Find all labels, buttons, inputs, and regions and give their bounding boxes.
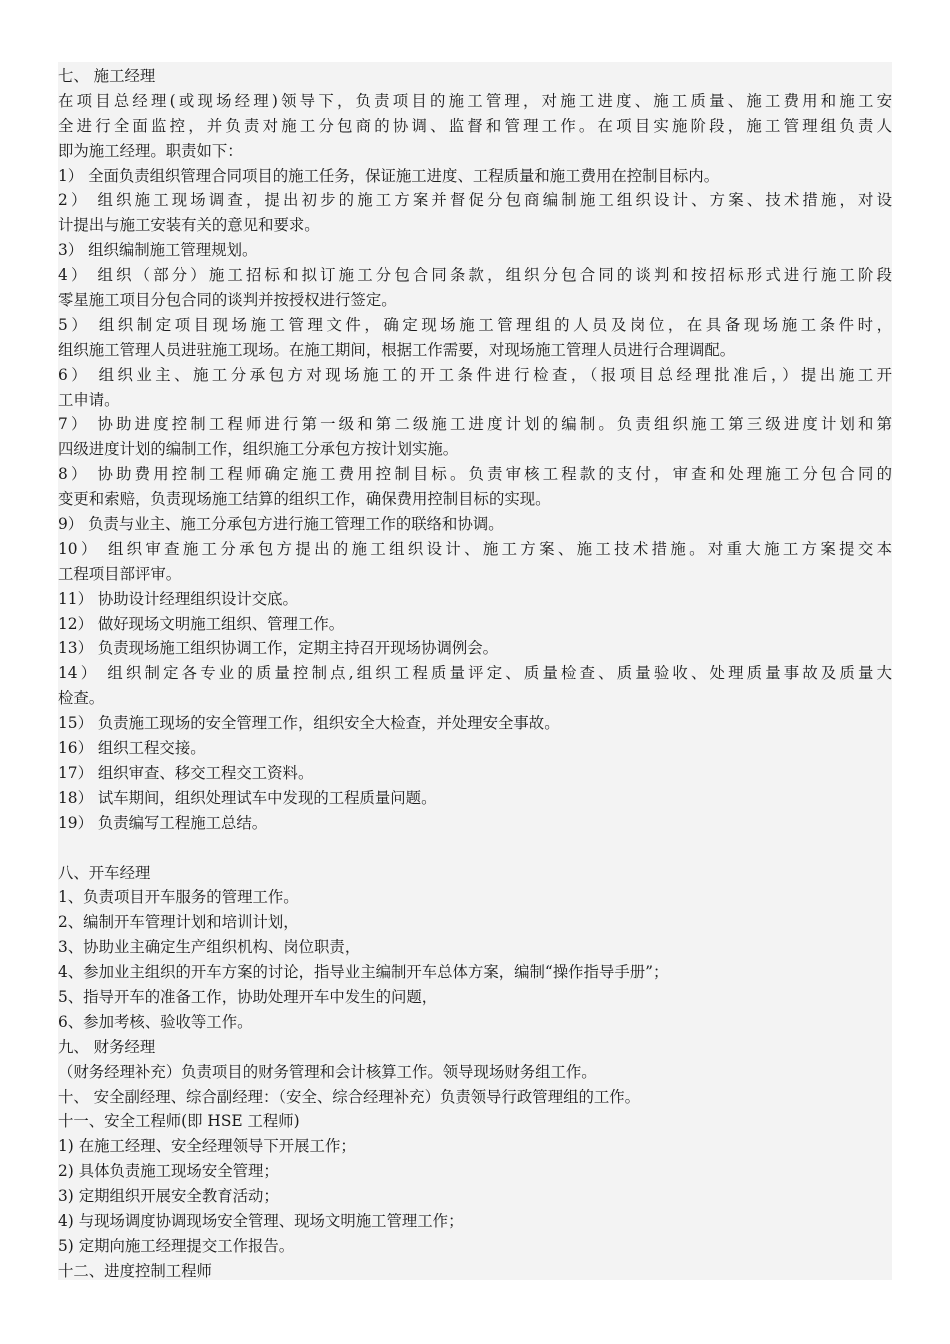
section-7-intro-line: 在项目总经理(或现场经理)领导下，负责项目的施工管理，对施工进度、施工质量、施工费用和施工安 <box>58 91 892 110</box>
list-item: 7） 协助进度控制工程师进行第一级和第二级施工进度计划的编制。负责组织施工第三级进度计划和第 <box>58 415 892 434</box>
section-7-intro-line: 即为施工经理。职责如下： <box>58 141 243 160</box>
list-item-continuation: 四级进度计划的编制工作，组织施工分承包方按计划实施。 <box>58 440 459 459</box>
list-item: 2） 组织施工现场调查，提出初步的施工方案并督促分包商编制施工组织设计、方案、技术措施，对设 <box>58 191 892 210</box>
section-7-intro-line: 全进行全面监控，并负责对施工分包商的协调、监督和管理工作。在项目实施阶段，施工管理组负责人 <box>58 116 892 135</box>
list-item-continuation: 工程项目部评审。 <box>58 564 182 583</box>
list-item: 15） 负责施工现场的安全管理工作，组织安全大检查，并处理安全事故。 <box>58 714 560 733</box>
list-item: 17） 组织审查、移交工程交工资料。 <box>58 763 314 782</box>
list-item: 6、参加考核、验收等工作。 <box>58 1012 253 1031</box>
list-item: 4） 组织（部分）施工招标和拟订施工分包合同条款，组织分包合同的谈判和按招标形式进行施工阶段 <box>58 266 892 285</box>
list-item: 12） 做好现场文明施工组织、管理工作。 <box>58 614 345 633</box>
list-item: 4) 与现场调度协调现场安全管理、现场文明施工管理工作； <box>58 1211 464 1230</box>
list-item-continuation: 零星施工项目分包合同的谈判并按授权进行签定。 <box>58 291 397 310</box>
list-item: 3） 组织编制施工管理规划。 <box>58 241 258 260</box>
list-item: 11） 协助设计经理组织设计交底。 <box>58 589 298 608</box>
list-item: 8） 协助费用控制工程师确定施工费用控制目标。负责审核工程款的支付，审查和处理施工分包合同的 <box>58 465 892 484</box>
list-item-continuation: 检查。 <box>58 689 105 708</box>
list-item: 1) 在施工经理、安全经理领导下开展工作； <box>58 1137 356 1156</box>
list-item: 18） 试车期间，组织处理试车中发现的工程质量问题。 <box>58 788 437 807</box>
section-8-heading: 八、开车经理 <box>58 863 151 882</box>
list-item: 2) 具体负责施工现场安全管理； <box>58 1162 279 1181</box>
section-7-heading: 七、 施工经理 <box>58 67 156 85</box>
list-item: 10） 组织审查施工分承包方提出的施工组织设计、施工方案、施工技术措施。对重大施工方案提交本 <box>58 539 892 558</box>
section-11-heading: 十一、安全工程师(即 HSE 工程师) <box>58 1112 300 1131</box>
list-item: 1） 全面负责组织管理合同项目的施工任务，保证施工进度、工程质量和施工费用在控制目标内。 <box>58 166 720 185</box>
list-item: 1、负责项目开车服务的管理工作。 <box>58 888 299 907</box>
section-12-heading: 十二、进度控制工程师 <box>58 1261 212 1280</box>
section-10-text: 十、 安全副经理、综合副经理：（安全、综合经理补充）负责领导行政管理组的工作。 <box>58 1087 641 1106</box>
list-item: 4、参加业主组织的开车方案的讨论，指导业主编制开车总体方案，编制“操作指导手册”； <box>58 963 669 982</box>
list-item: 9） 负责与业主、施工分承包方进行施工管理工作的联络和协调。 <box>58 515 504 534</box>
list-item-continuation: 工申请。 <box>58 390 120 409</box>
list-item-continuation: 组织施工管理人员进驻施工现场。在施工期间，根据工作需要，对现场施工管理人员进行合理调配。 <box>58 340 736 359</box>
list-item-continuation: 计提出与施工安装有关的意见和要求。 <box>58 216 320 235</box>
list-item: 16） 组织工程交接。 <box>58 739 206 758</box>
list-item: 5) 定期向施工经理提交工作报告。 <box>58 1236 295 1255</box>
list-item-continuation: 变更和索赔，负责现场施工结算的组织工作，确保费用控制目标的实现。 <box>58 490 551 509</box>
section-9-text: （财务经理补充）负责项目的财务管理和会计核算工作。领导现场财务组工作。 <box>58 1062 597 1081</box>
list-item: 2、编制开车管理计划和培训计划， <box>58 913 299 932</box>
list-item: 5） 组织制定项目现场施工管理文件，确定现场施工管理组的人员及岗位，在具备现场施工条件时， <box>58 315 892 334</box>
list-item: 3、协助业主确定生产组织机构、岗位职责， <box>58 938 361 957</box>
list-item: 5、指导开车的准备工作，协助处理开车中发生的问题， <box>58 987 438 1006</box>
section-9-heading: 九、 财务经理 <box>58 1037 156 1056</box>
list-item: 14） 组织制定各专业的质量控制点,组织工程质量评定、质量检查、质量验收、处理质量事故及质量大 <box>58 664 892 683</box>
list-item: 3) 定期组织开展安全教育活动； <box>58 1187 279 1206</box>
document-content <box>58 62 892 1284</box>
document-page <box>58 62 892 1280</box>
blank-line <box>58 836 892 861</box>
list-item: 19） 负责编写工程施工总结。 <box>58 813 268 832</box>
list-item: 6） 组织业主、施工分承包方对现场施工的开工条件进行检查，（报项目总经理批准后，）提出施工开 <box>58 365 892 384</box>
list-item: 13） 负责现场施工组织协调工作，定期主持召开现场协调例会。 <box>58 639 499 658</box>
